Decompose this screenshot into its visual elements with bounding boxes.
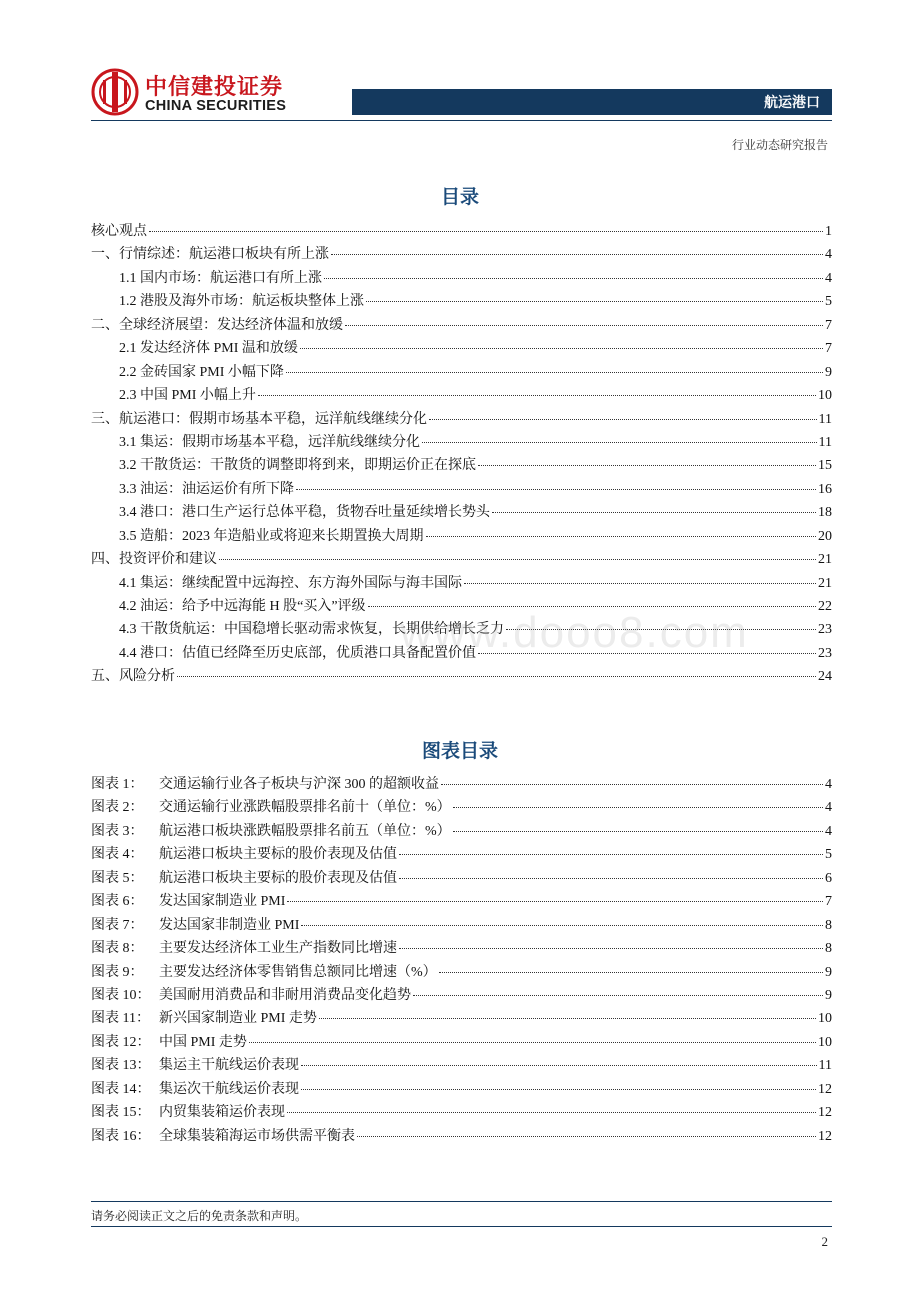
dot-leader <box>258 395 816 396</box>
dot-leader <box>439 972 823 973</box>
figure-label: 集运次干航线运价表现 <box>159 1081 299 1097</box>
figure-number: 图表 12： <box>91 1034 151 1050</box>
page-ref: 12 <box>818 1105 832 1121</box>
logo-chinese-name: 中信建投证券 <box>145 75 284 100</box>
figure-number: 图表 11： <box>91 1011 150 1027</box>
figure-entry[interactable] <box>91 940 832 963</box>
dot-leader <box>478 465 816 466</box>
dot-leader <box>422 442 817 443</box>
figure-entry[interactable] <box>91 1057 832 1080</box>
dot-leader <box>301 925 823 926</box>
page-ref: 20 <box>818 528 832 544</box>
dot-leader <box>219 559 816 560</box>
page-ref: 24 <box>818 669 832 685</box>
figure-entry[interactable] <box>91 846 832 869</box>
page-ref: 7 <box>825 341 832 357</box>
page-ref: 4 <box>825 247 832 263</box>
toc-entry[interactable] <box>91 246 832 269</box>
toc-entry[interactable] <box>91 223 832 246</box>
page-ref: 5 <box>825 847 832 863</box>
page-ref: 5 <box>825 294 832 310</box>
dot-leader <box>453 831 823 832</box>
page-ref: 10 <box>818 1034 832 1050</box>
page-ref: 9 <box>825 964 832 980</box>
dot-leader <box>492 512 816 513</box>
figure-entry[interactable] <box>91 893 832 916</box>
dot-leader <box>426 536 817 537</box>
page-ref: 11 <box>818 411 832 427</box>
list-of-figures <box>91 776 832 1151</box>
page-ref: 4 <box>825 777 832 792</box>
page-ref: 8 <box>825 917 832 933</box>
figure-number: 图表 4： <box>91 847 144 863</box>
toc-label: 3.5 造船：2023 年造船业或将迎来长期置换大周期 <box>119 528 424 544</box>
dot-leader <box>177 676 816 677</box>
toc-label: 核心观点 <box>91 224 147 239</box>
dot-leader <box>324 278 823 279</box>
figure-label: 中国 PMI 走势 <box>159 1034 247 1050</box>
toc-label: 4.2 油运：给予中远海能 H 股“买入”评级 <box>119 599 366 614</box>
sector-banner <box>352 89 832 115</box>
figure-number: 图表 5： <box>91 870 144 886</box>
page-ref: 8 <box>825 941 832 957</box>
toc-label: 三、航运港口：假期市场基本平稳，远洋航线继续分化 <box>91 411 427 427</box>
figure-label: 全球集装箱海运市场供需平衡表 <box>159 1128 355 1144</box>
figure-number: 图表 2： <box>91 800 144 816</box>
dot-leader <box>319 1018 816 1019</box>
toc-entry[interactable] <box>91 668 832 691</box>
figure-label: 航运港口板块涨跌幅股票排名前五（单位：%） <box>159 823 451 839</box>
page-ref: 11 <box>818 1058 832 1074</box>
toc-label: 一、行情综述：航运港口板块有所上涨 <box>91 247 329 263</box>
figure-number: 图表 15： <box>91 1105 151 1121</box>
logo-english-name: CHINA SECURITIES <box>145 98 287 114</box>
dot-leader <box>345 325 823 326</box>
toc-entry[interactable] <box>91 434 832 457</box>
toc-label: 1.1 国内市场：航运港口有所上涨 <box>119 270 322 286</box>
figure-entry[interactable] <box>91 917 832 940</box>
dot-leader <box>149 231 823 232</box>
toc-label: 四、投资评价和建议 <box>91 552 217 568</box>
page-ref: 12 <box>818 1081 832 1097</box>
toc-label: 1.2 港股及海外市场：航运板块整体上涨 <box>119 294 364 310</box>
page-ref: 9 <box>825 987 832 1003</box>
figure-entry[interactable] <box>91 1128 832 1151</box>
figure-entry[interactable] <box>91 987 832 1010</box>
toc-entry[interactable] <box>91 270 832 293</box>
page-ref: 12 <box>818 1128 832 1144</box>
figure-entry[interactable] <box>91 1010 832 1033</box>
page-ref: 1 <box>825 224 832 239</box>
figure-label: 发达国家非制造业 PMI <box>159 917 300 933</box>
page-ref: 9 <box>825 364 832 380</box>
figure-number: 图表 7： <box>91 917 144 933</box>
page-number: 2 <box>821 1234 828 1249</box>
dot-leader <box>296 489 816 490</box>
page-ref: 11 <box>818 434 832 450</box>
dot-leader <box>287 1112 816 1113</box>
figure-entry[interactable] <box>91 870 832 893</box>
toc-entry[interactable] <box>91 504 832 527</box>
dot-leader <box>429 419 817 420</box>
figure-entry[interactable] <box>91 1104 832 1127</box>
page-ref: 4 <box>825 270 832 286</box>
dot-leader <box>287 901 823 902</box>
figure-label: 内贸集装箱运价表现 <box>159 1105 285 1121</box>
page-ref: 6 <box>825 870 832 886</box>
toc-label: 2.2 金砖国家 PMI 小幅下降 <box>119 364 284 380</box>
figure-label: 航运港口板块主要标的股价表现及估值 <box>159 847 397 863</box>
dot-leader <box>464 583 816 584</box>
figure-label: 交通运输行业各子板块与沪深 300 的超额收益 <box>159 777 439 792</box>
toc-entry[interactable] <box>91 293 832 316</box>
page-ref: 10 <box>818 388 832 404</box>
dot-leader <box>357 1136 816 1137</box>
toc-entry[interactable] <box>91 551 832 574</box>
figure-label: 主要发达经济体零售销售总额同比增速（%） <box>159 964 437 980</box>
page-ref: 16 <box>818 481 832 497</box>
toc-entry[interactable] <box>91 340 832 363</box>
toc-entry[interactable] <box>91 317 832 340</box>
toc-entry[interactable] <box>91 481 832 504</box>
report-type-label: 行业动态研究报告 <box>731 138 828 152</box>
figure-number: 图表 1： <box>91 777 144 792</box>
toc-label: 4.1 集运：继续配置中远海控、东方海外国际与海丰国际 <box>119 575 462 591</box>
dot-leader <box>331 254 823 255</box>
figure-label: 发达国家制造业 PMI <box>159 894 286 910</box>
toc-label: 五、风险分析 <box>91 669 175 685</box>
page-ref: 10 <box>818 1011 832 1027</box>
toc-title: 目录 <box>440 186 479 208</box>
dot-leader <box>399 854 823 855</box>
toc-label: 2.3 中国 PMI 小幅上升 <box>119 388 256 404</box>
dot-leader <box>368 606 816 607</box>
toc-entry[interactable] <box>91 575 832 598</box>
footer-divider <box>91 1201 832 1202</box>
figure-number: 图表 3： <box>91 823 144 839</box>
figure-number: 图表 9： <box>91 964 144 980</box>
figure-entry[interactable] <box>91 823 832 846</box>
sector-label: 航运港口 <box>764 95 820 111</box>
dot-leader <box>413 995 823 996</box>
page-ref: 21 <box>818 552 832 568</box>
page-ref: 18 <box>818 505 832 521</box>
page-ref: 23 <box>818 645 832 661</box>
dot-leader <box>399 948 823 949</box>
toc-entry[interactable] <box>91 387 832 410</box>
footer-divider-bottom <box>91 1226 832 1227</box>
page-ref: 4 <box>825 800 832 816</box>
toc-label: 2.1 发达经济体 PMI 温和放缓 <box>119 341 298 357</box>
dot-leader <box>399 878 823 879</box>
page-ref: 23 <box>818 622 832 638</box>
dot-leader <box>301 1089 816 1090</box>
dot-leader <box>300 348 823 349</box>
figure-entry[interactable] <box>91 799 832 822</box>
page-ref: 22 <box>818 599 832 614</box>
figure-label: 航运港口板块主要标的股价表现及估值 <box>159 870 397 886</box>
dot-leader <box>366 301 823 302</box>
figure-label: 新兴国家制造业 PMI 走势 <box>159 1011 317 1027</box>
page-ref: 15 <box>818 458 832 474</box>
toc-label: 二、全球经济展望：发达经济体温和放缓 <box>91 317 343 333</box>
figure-number: 图表 14： <box>91 1081 151 1097</box>
china-securities-logo-icon <box>91 68 139 116</box>
page-ref: 21 <box>818 575 832 591</box>
figure-number: 图表 6： <box>91 894 144 910</box>
toc-label: 4.4 港口：估值已经降至历史底部，优质港口具备配置价值 <box>119 645 476 661</box>
toc-entry[interactable] <box>91 457 832 480</box>
figure-label: 交通运输行业涨跌幅股票排名前十（单位：%） <box>159 800 451 816</box>
toc-label: 3.3 油运：油运运价有所下降 <box>119 481 294 497</box>
dot-leader <box>249 1042 816 1043</box>
figure-number: 图表 10： <box>91 987 151 1003</box>
dot-leader <box>301 1065 817 1066</box>
dot-leader <box>441 784 823 785</box>
figure-number: 图表 16： <box>91 1128 151 1144</box>
figure-entry[interactable] <box>91 776 832 799</box>
figure-entry[interactable] <box>91 1034 832 1057</box>
page-ref: 7 <box>825 317 832 333</box>
toc-entry[interactable] <box>91 364 832 387</box>
figures-title: 图表目录 <box>421 740 498 762</box>
page-ref: 7 <box>825 894 832 910</box>
disclaimer-notice: 请务必阅读正文之后的免责条款和声明。 <box>91 1209 308 1223</box>
toc-label: 3.1 集运：假期市场基本平稳，远洋航线继续分化 <box>119 434 420 450</box>
figure-label: 主要发达经济体工业生产指数同比增速 <box>159 941 397 957</box>
company-logo <box>91 68 311 118</box>
figure-label: 集运主干航线运价表现 <box>159 1058 299 1074</box>
page-ref: 4 <box>825 823 832 839</box>
toc-label: 4.3 干散货航运：中国稳增长驱动需求恢复，长期供给增长乏力 <box>119 622 504 638</box>
figure-label: 美国耐用消费品和非耐用消费品变化趋势 <box>159 987 411 1003</box>
toc-label: 3.4 港口：港口生产运行总体平稳，货物吞吐量延续增长势头 <box>119 505 490 521</box>
dot-leader <box>453 807 823 808</box>
toc-entry[interactable] <box>91 528 832 551</box>
toc-label: 3.2 干散货运：干散货的调整即将到来，即期运价正在探底 <box>119 458 476 474</box>
figure-number: 图表 13： <box>91 1058 151 1074</box>
figure-entry[interactable] <box>91 1081 832 1104</box>
figure-entry[interactable] <box>91 964 832 987</box>
toc-entry[interactable] <box>91 411 832 434</box>
header-divider <box>91 120 832 121</box>
watermark: www.dooo8.com <box>400 608 749 657</box>
figure-number: 图表 8： <box>91 941 144 957</box>
dot-leader <box>286 372 823 373</box>
